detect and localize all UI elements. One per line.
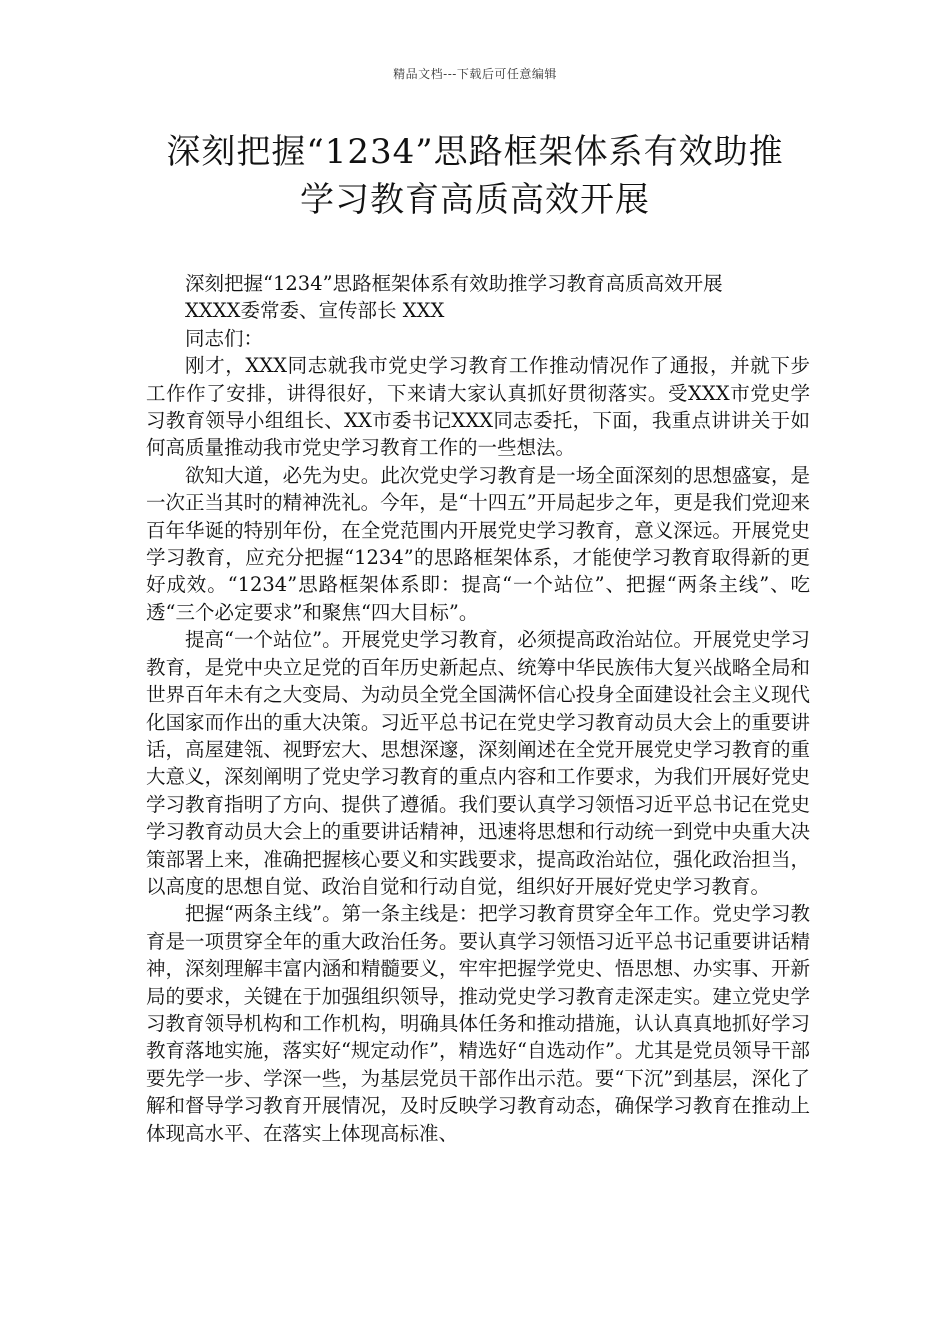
title-line-2: 学习教育高质高效开展 xyxy=(300,180,650,220)
author-line: XXXX委常委、宣传部长 XXX xyxy=(185,299,445,323)
salutation: 同志们： xyxy=(185,326,264,350)
body-paragraph: 刚才，XXX同志就我市党史学习教育工作推动情况作了通报，并就下步工作作了安排，讲得很好，下来请大家认真抓好贯彻落实。受XXX市党史学习教育领导小组组长、XX市委书记XXX同志委托，下面，我重点讲讲关于如何高质量推动我市党史学习教育工作的一些想法。 xyxy=(146,354,810,460)
title-line-1: 深刻把握“1234”思路框架体系有效助推 xyxy=(166,132,784,172)
body-paragraph: 把握“两条主线”。第一条主线是：把学习教育贯穿全年工作。党史学习教育是一项贯穿全年的重大政治任务。要认真学习领悟习近平总书记重要讲话精神，深刻理解丰富内涵和精髓要义，牢牢把握学党史、悟思想、办实事、开新局的要求，关键在于加强组织领导，推动党史学习教育走深走实。建立党史学习教育领导机构和工作机构，明确具体任务和推动措施，认认真真地抓好学习教育落地实施，落实好“规定动作”，精选好“自选动作”。尤其是党员领导干部要先学一步、学深一些，为基层党员干部作出示范。要“下沉”到基层，深化了解和督导学习教育开展情况，及时反映学习教育动态，确保学习教育在推动上体现高水平、在落实上体现高标准、 xyxy=(146,902,810,1145)
body-paragraph: 欲知大道，必先为史。此次党史学习教育是一场全面深刻的思想盛宴，是一次正当其时的精神洗礼。今年，是“十四五”开局起步之年，更是我们党迎来百年华诞的特别年份，在全党范围内开展党史学习教育，意义深远。开展党史学习教育，应充分把握“1234”的思路框架体系，才能使学习教育取得新的更好成效。“1234”思路框架体系即：提高“一个站位”、把握“两条主线”、吃透“三个必定要求”和聚焦“四大目标”。 xyxy=(146,463,810,624)
body-paragraph: 提高“一个站位”。开展党史学习教育，必须提高政治站位。开展党史学习教育，是党中央立足党的百年历史新起点、统筹中华民族伟大复兴战略全局和世界百年未有之大变局、为动员全党全国满怀信心投身全面建设社会主义现代化国家而作出的重大决策。习近平总书记在党史学习教育动员大会上的重要讲话，高屋建瓴、视野宏大、思想深邃，深刻阐述在全党开展党史学习教育的重大意义，深刻阐明了党史学习教育的重点内容和工作要求，为我们开展好党史学习教育指明了方向、提供了遵循。我们要认真学习领悟习近平总书记在党史学习教育动员大会上的重要讲话精神，迅速将思想和行动统一到党中央重大决策部署上来，准确把握核心要义和实践要求，提高政治站位，强化政治担当，以高度的思想自觉、政治自觉和行动自觉，组织好开展好党史学习教育。 xyxy=(146,628,810,898)
page-header-note: 精品文档---下载后可任意编辑 xyxy=(393,67,557,81)
document-title xyxy=(100,128,850,224)
subtitle-paragraph: 深刻把握“1234”思路框架体系有效助推学习教育高质高效开展 xyxy=(185,272,723,295)
document-body xyxy=(146,270,810,1147)
